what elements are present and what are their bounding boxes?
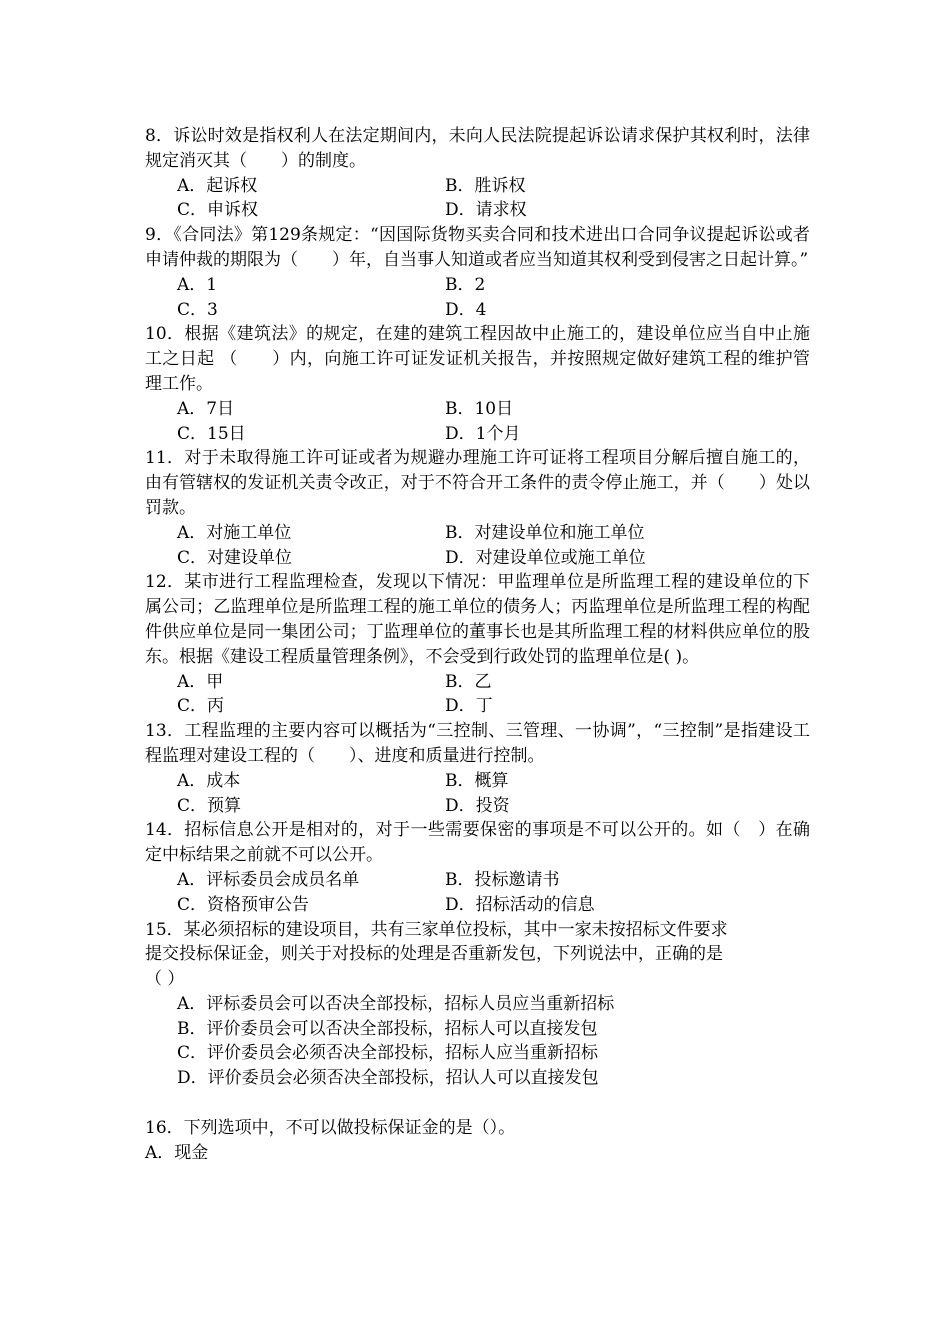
option-c: C．资格预审公告 — [177, 894, 310, 915]
question-8 — [145, 124, 810, 223]
option-b: B．胜诉权 — [445, 175, 526, 196]
option-d: D．1个月 — [445, 423, 521, 444]
option-d: D．4 — [445, 299, 487, 320]
option-c: C．15日 — [177, 423, 246, 444]
question-11 — [145, 446, 810, 570]
option-row — [145, 397, 810, 422]
option-row — [145, 422, 810, 447]
option-a: A．现金 — [145, 1142, 209, 1163]
option-b: B．对建设单位和施工单位 — [445, 522, 645, 543]
option-row — [145, 521, 810, 546]
option-c: C．申诉权 — [177, 200, 259, 221]
option-a: A．7日 — [177, 398, 235, 419]
option-row — [145, 868, 810, 893]
option-c: C．对建设单位 — [177, 547, 293, 568]
question-text: 12．某市进行工程监理检查，发现以下情况：甲监理单位是所监理工程的建设单位的下属公司；乙监理单位是所监理工程的施工单位的债务人；丙监理单位是所监理工程的构配件供应单位是同一集团公司；丁监理单位的董事长也是其所监理工程的材料供应单位的股东。根据《建设工程质量管理条例》，不会受到行政处罚的监理单位是( )。 — [145, 572, 810, 667]
option-b: B．投标邀请书 — [445, 869, 560, 890]
option-c: C．预算 — [177, 795, 242, 816]
question-text: 14．招标信息公开是相对的，对于一些需要保密的事项是不可以公开的。如（ ）在确定中标结果之前就不可以公开。 — [145, 820, 810, 866]
option-d: D．丁 — [445, 696, 493, 717]
question-text-line: 15．某必须招标的建设项目，共有三家单位投标，其中一家未按招标文件要求 — [145, 919, 728, 940]
option-c: C．评价委员会必须否决全部投标，招标人应当重新招标 — [177, 1043, 599, 1064]
question-text: 8．诉讼时效是指权利人在法定期间内，未向人民法院提起诉讼请求保护其权利时，法律规定消灭其（ ）的制度。 — [145, 126, 810, 171]
question-14 — [145, 818, 810, 917]
question-text: 16．下列选项中，不可以做投标保证金的是（）。 — [145, 1117, 516, 1138]
question-list — [145, 124, 810, 1165]
option-d: D．招标活动的信息 — [445, 894, 595, 915]
question-text: 10．根据《建筑法》的规定，在建的建筑工程因故中止施工的，建设单位应当自中止施工之日起 （ ）内，向施工许可证发证机关报告，并按照规定做好建筑工程的维护管理工作。 — [145, 324, 810, 394]
option-b: B．2 — [445, 274, 486, 295]
option-row — [145, 794, 810, 819]
option-row — [145, 670, 810, 695]
question-text-line: 提交投标保证金，则关于对投标的处理是否重新发包，下列说法中，正确的是 — [145, 944, 723, 965]
option-row — [145, 174, 810, 199]
option-a: A．评标委员会可以否决全部投标，招标人员应当重新招标 — [177, 993, 615, 1014]
option-row — [145, 893, 810, 918]
option-row — [145, 273, 810, 298]
option-row — [145, 769, 810, 794]
option-c: C．3 — [177, 299, 218, 320]
question-15 — [145, 918, 810, 1092]
option-c: C．丙 — [177, 696, 225, 717]
option-row — [145, 694, 810, 719]
question-12 — [145, 570, 810, 719]
option-a: A．起诉权 — [177, 175, 258, 196]
option-b: B．乙 — [445, 671, 492, 692]
option-d: D．评价委员会必须否决全部投标，招认人可以直接发包 — [177, 1068, 599, 1089]
question-10 — [145, 322, 810, 446]
question-9 — [145, 223, 810, 322]
option-row — [145, 546, 810, 571]
question-text: 9．《合同法》第129条规定：“因国际货物买卖合同和技术进出口合同争议提起诉讼或者申请仲裁的期限为（ ）年，自当事人知道或者应当知道其权利受到侵害之日起计算。” — [145, 225, 810, 270]
option-a: A．1 — [177, 274, 218, 295]
option-a: A．对施工单位 — [177, 522, 292, 543]
option-d: D．投资 — [445, 795, 510, 816]
question-16 — [145, 1116, 810, 1166]
option-row — [145, 298, 810, 323]
option-b: B．概算 — [445, 770, 509, 791]
question-13 — [145, 719, 810, 818]
question-text-line: （ ） — [145, 969, 185, 990]
blank-line — [145, 1091, 810, 1116]
question-text: 13．工程监理的主要内容可以概括为“三控制、三管理、一协调”，“三控制”是指建设工程监理对建设工程的（ ）、进度和质量进行控制。 — [145, 721, 810, 766]
option-a: A．甲 — [177, 671, 224, 692]
question-text: 11．对于未取得施工许可证或者为规避办理施工许可证将工程项目分解后擅自施工的，由有管辖权的发证机关责令改正，对于不符合开工条件的责令停止施工，并（ ）处以罚款。 — [145, 448, 810, 518]
option-b: B．10日 — [445, 398, 514, 419]
option-d: D．对建设单位或施工单位 — [445, 547, 646, 568]
option-a: A．成本 — [177, 770, 241, 791]
option-row — [145, 198, 810, 223]
option-d: D．请求权 — [445, 200, 527, 221]
option-b: B．评价委员会可以否决全部投标，招标人可以直接发包 — [177, 1018, 598, 1039]
option-a: A．评标委员会成员名单 — [177, 869, 360, 890]
